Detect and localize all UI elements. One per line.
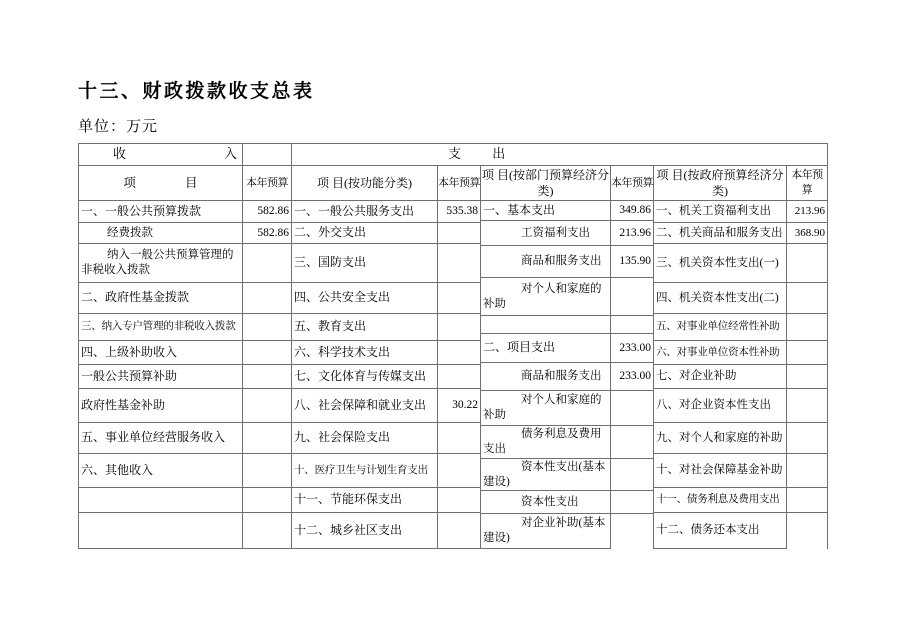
func-item-cell: 十、医疗卫生与计划生育支出	[292, 454, 438, 488]
dept-value-cell: 349.86	[611, 201, 654, 221]
income-value-cell: 582.86	[243, 223, 292, 244]
func-item-cell: 五、教育支出	[292, 314, 438, 341]
income-item-cell: 五、事业单位经营服务收入	[79, 423, 243, 454]
func-item-cell: 十二、城乡社区支出	[292, 513, 438, 549]
gov-item-cell: 十二、债务还本支出	[654, 513, 787, 549]
func-value-cell	[438, 365, 481, 389]
table-row	[292, 201, 481, 223]
dept-value-cell	[611, 426, 654, 459]
gov-value-cell	[787, 454, 828, 488]
income-item-cell: 二、政府性基金拨款	[79, 283, 243, 314]
table-row	[654, 341, 828, 365]
table-row	[481, 316, 654, 334]
func-item-cell: 七、文化体育与传媒支出	[292, 365, 438, 389]
budget-table	[78, 143, 828, 549]
gov-item-cell: 十一、债务利息及费用支出	[654, 488, 787, 513]
dept-value-cell: 135.90	[611, 246, 654, 278]
dept-value-cell: 233.00	[611, 334, 654, 363]
table-row	[654, 389, 828, 423]
func-column-group	[291, 200, 481, 549]
dept-item-cell: 商品和服务支出	[481, 363, 611, 391]
dept-item-cell: 债务利息及费用支出	[481, 426, 611, 459]
dept-item-cell	[481, 316, 611, 334]
table-row	[292, 341, 481, 365]
table-row	[79, 223, 292, 244]
func-value-cell	[438, 488, 481, 513]
table-row	[654, 244, 828, 283]
unit-label: 单位：万元	[78, 119, 159, 135]
gov-value-cell	[787, 244, 828, 283]
header-func-item-col: 项 目(按功能分类)	[292, 166, 438, 201]
table-row	[79, 513, 292, 549]
gov-item-cell: 七、对企业补助	[654, 365, 787, 389]
income-value-cell	[243, 389, 292, 423]
dept-value-cell	[611, 459, 654, 491]
table-row	[654, 454, 828, 488]
income-item-cell	[79, 513, 243, 549]
table-row	[481, 391, 654, 426]
func-value-cell: 535.38	[438, 201, 481, 223]
func-value-cell	[438, 341, 481, 365]
dept-value-cell: 233.00	[611, 363, 654, 391]
func-value-cell	[438, 423, 481, 454]
table-row	[481, 459, 654, 491]
income-value-cell	[243, 283, 292, 314]
table-row	[481, 221, 654, 246]
func-item-cell: 四、公共安全支出	[292, 283, 438, 314]
table-row	[654, 365, 828, 389]
dept-item-cell: 资本性支出	[481, 491, 611, 514]
gov-value-cell	[787, 365, 828, 389]
table-row	[292, 454, 481, 488]
gov-item-cell: 五、对事业单位经常性补助	[654, 314, 787, 341]
income-value-cell	[243, 244, 292, 283]
header-gov-budget-col: 本年预算	[787, 166, 828, 201]
func-item-cell: 三、国防支出	[292, 244, 438, 283]
header-income-item-col: 项 目	[79, 166, 243, 201]
table-row	[654, 283, 828, 314]
table-row	[79, 389, 292, 423]
func-value-cell	[438, 283, 481, 314]
dept-item-cell: 对个人和家庭的补助	[481, 278, 611, 316]
gov-value-cell: 368.90	[787, 223, 828, 244]
table-row	[79, 314, 292, 341]
func-value-cell	[438, 314, 481, 341]
income-item-cell: 一般公共预算补助	[79, 365, 243, 389]
func-item-cell: 一、一般公共服务支出	[292, 201, 438, 223]
table-row	[292, 314, 481, 341]
gov-value-cell	[787, 314, 828, 341]
gov-value-cell	[787, 513, 828, 549]
gov-value-cell	[787, 423, 828, 454]
table-row	[654, 314, 828, 341]
func-value-cell	[438, 244, 481, 283]
gov-item-cell: 四、机关资本性支出(二)	[654, 283, 787, 314]
income-item-cell: 纳入一般公共预算管理的非税收入拨款	[79, 244, 243, 283]
header-dept-item-col: 项 目(按部门预算经济分类)	[481, 166, 611, 201]
income-item-cell: 政府性基金补助	[79, 389, 243, 423]
func-value-cell	[438, 513, 481, 549]
table-row	[654, 201, 828, 223]
table-row	[292, 389, 481, 423]
table-row	[654, 488, 828, 513]
dept-item-cell: 资本性支出(基本建设)	[481, 459, 611, 491]
table-row	[79, 201, 292, 223]
table-row	[79, 365, 292, 389]
func-value-cell	[438, 223, 481, 244]
income-value-cell	[243, 454, 292, 488]
table-row	[481, 491, 654, 514]
income-item-cell	[79, 488, 243, 513]
income-item-cell: 三、纳入专户管理的非税收入拨款	[79, 314, 243, 341]
dept-value-cell	[611, 316, 654, 334]
gov-item-cell: 二、机关商品和服务支出	[654, 223, 787, 244]
income-value-cell	[243, 365, 292, 389]
dept-item-cell: 工资福利支出	[481, 221, 611, 246]
header-income: 收 入	[79, 144, 243, 166]
dept-item-cell: 对企业补助(基本建设)	[481, 514, 611, 549]
table-row	[292, 365, 481, 389]
income-value-cell	[243, 513, 292, 549]
dept-item-cell: 商品和服务支出	[481, 246, 611, 278]
table-row	[481, 278, 654, 316]
table-row	[292, 513, 481, 549]
table-row	[654, 513, 828, 549]
table-row	[79, 423, 292, 454]
dept-value-cell	[611, 278, 654, 316]
func-item-cell: 十一、节能环保支出	[292, 488, 438, 513]
income-item-cell: 四、上级补助收入	[79, 341, 243, 365]
header-income-budget-col: 本年预算	[243, 166, 292, 201]
gov-value-cell: 213.96	[787, 201, 828, 223]
dept-econ-column-group	[480, 200, 654, 549]
header-expense: 支 出	[292, 144, 828, 166]
gov-item-cell: 六、对事业单位资本性补助	[654, 341, 787, 365]
table-row	[481, 334, 654, 363]
table-row	[79, 488, 292, 513]
table-header	[78, 143, 828, 201]
table-row	[481, 201, 654, 221]
income-value-cell	[243, 423, 292, 454]
func-item-cell: 九、社会保险支出	[292, 423, 438, 454]
income-value-cell	[243, 341, 292, 365]
gov-value-cell	[787, 389, 828, 423]
table-row	[481, 514, 654, 549]
page-title: 十三、财政拨款收支总表	[78, 81, 315, 102]
func-item-cell: 八、社会保障和就业支出	[292, 389, 438, 423]
dept-value-cell	[611, 491, 654, 514]
income-item-cell: 经费拨款	[79, 223, 243, 244]
table-row	[481, 363, 654, 391]
header-dept-budget-col: 本年预算	[611, 166, 654, 201]
gov-item-cell: 八、对企业资本性支出	[654, 389, 787, 423]
income-value-cell	[243, 488, 292, 513]
table-body	[78, 200, 828, 549]
dept-item-cell: 二、项目支出	[481, 334, 611, 363]
table-row	[481, 246, 654, 278]
dept-value-cell: 213.96	[611, 221, 654, 246]
header-gov-item-col: 项 目(按政府预算经济分类)	[654, 166, 787, 201]
gov-item-cell: 十、对社会保障基金补助	[654, 454, 787, 488]
table-row	[79, 283, 292, 314]
gov-value-cell	[787, 341, 828, 365]
dept-item-cell: 一、基本支出	[481, 201, 611, 221]
header-spacer-cell	[243, 144, 292, 166]
income-column-group	[78, 200, 292, 549]
table-row	[654, 223, 828, 244]
income-value-cell: 582.86	[243, 201, 292, 223]
func-value-cell	[438, 454, 481, 488]
dept-item-cell: 对个人和家庭的补助	[481, 391, 611, 426]
gov-item-cell: 一、机关工资福利支出	[654, 201, 787, 223]
dept-value-cell	[611, 514, 654, 549]
func-item-cell: 六、科学技术支出	[292, 341, 438, 365]
table-row	[79, 341, 292, 365]
gov-econ-column-group	[653, 200, 828, 549]
table-row	[654, 423, 828, 454]
income-item-cell: 一、一般公共预算拨款	[79, 201, 243, 223]
func-item-cell: 二、外交支出	[292, 223, 438, 244]
table-row	[292, 283, 481, 314]
income-value-cell	[243, 314, 292, 341]
income-item-cell: 六、其他收入	[79, 454, 243, 488]
dept-value-cell	[611, 391, 654, 426]
table-row	[79, 244, 292, 283]
gov-item-cell: 九、对个人和家庭的补助	[654, 423, 787, 454]
gov-value-cell	[787, 488, 828, 513]
header-func-budget-col: 本年预算	[438, 166, 481, 201]
table-row	[79, 454, 292, 488]
gov-item-cell: 三、机关资本性支出(一)	[654, 244, 787, 283]
gov-value-cell	[787, 283, 828, 314]
table-row	[292, 223, 481, 244]
table-row	[481, 426, 654, 459]
func-value-cell: 30.22	[438, 389, 481, 423]
table-row	[292, 488, 481, 513]
table-row	[292, 423, 481, 454]
table-row	[292, 244, 481, 283]
